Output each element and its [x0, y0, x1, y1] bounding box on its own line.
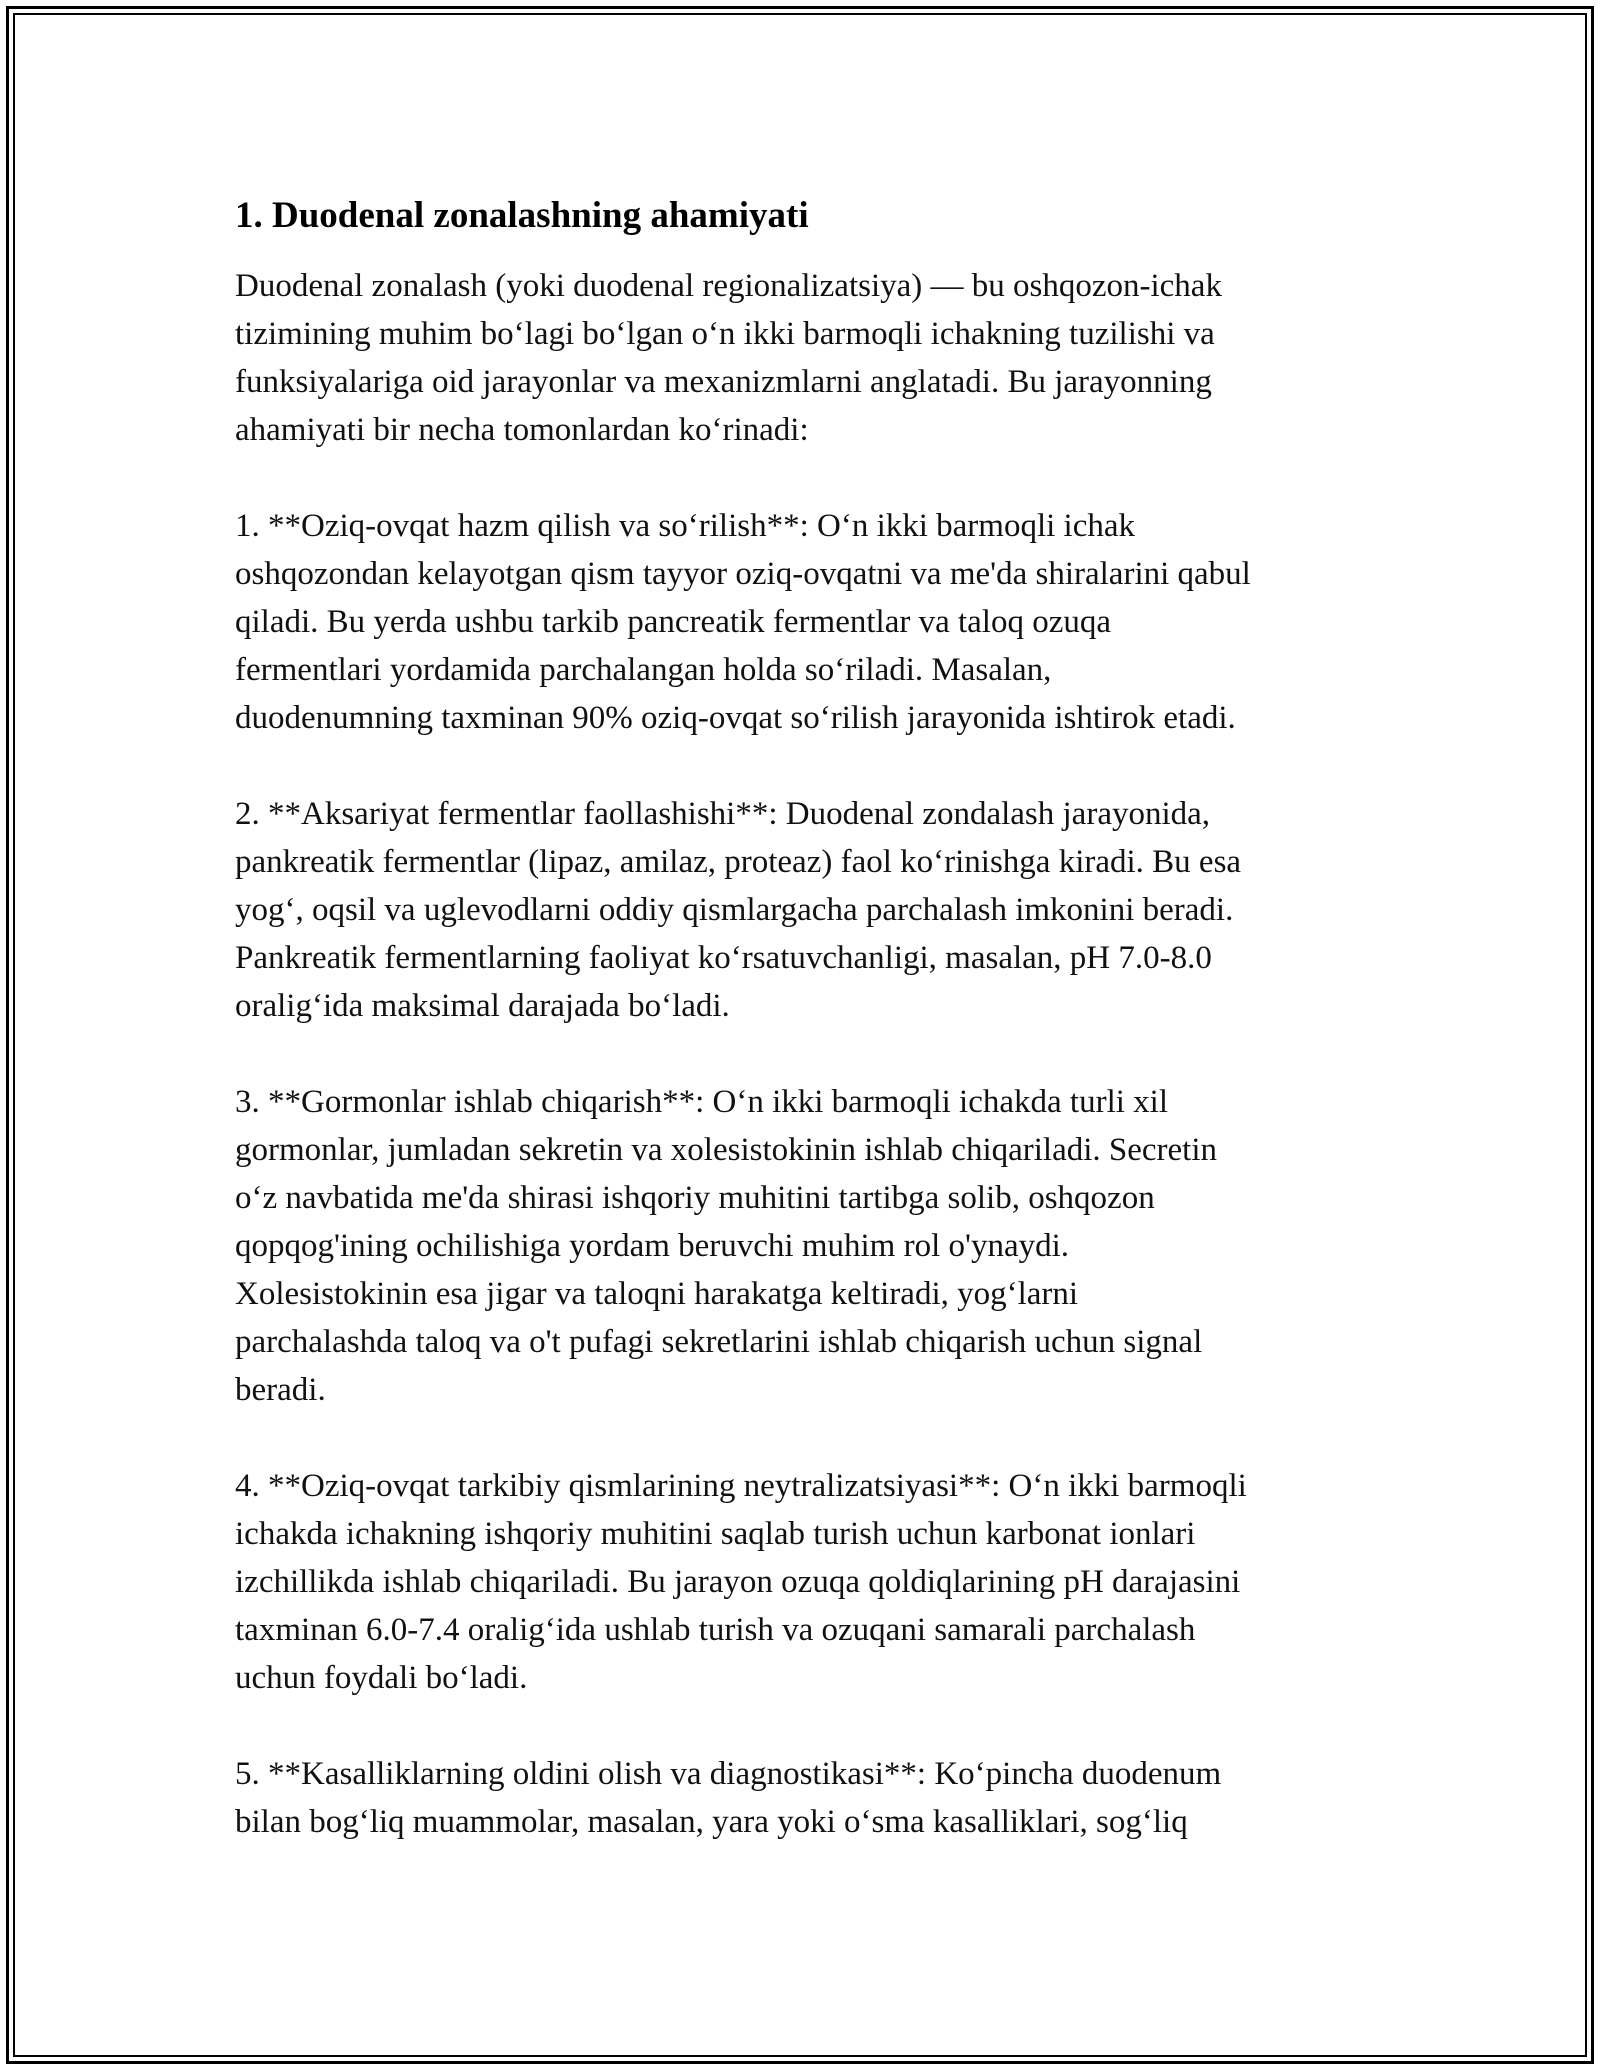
- intro-paragraph: Duodenal zonalash (yoki duodenal regionalizatsiya) — bu oshqozon-ichak tizimining muhim bo‘lagi bo‘lgan o‘n ikki barmoqli ichakning tuzilishi va funksiyalariga oid jarayonlar va mexanizmlarni anglatadi. Bu jarayonning ahamiyati bir necha tomonlardan ko‘rinadi:: [235, 268, 1222, 448]
- list-item-1-paragraph: 1. **Oziq-ovqat hazm qilish va so‘rilish**: O‘n ikki barmoqli ichak oshqozondan kelayotgan qism tayyor oziq-ovqatni va me'da shiralarini qabul qiladi. Bu yerda ushbu tarkib pancreatik fermentlar va taloq ozuqa fermentlari yordamida parchalangan holda so‘riladi. Masalan, duodenumning taxminan 90% oziq-ovqat so‘rilish jarayonida ishtirok etadi.: [235, 508, 1251, 736]
- document-body: [235, 180, 1375, 1894]
- list-item-4-paragraph: 4. **Oziq-ovqat tarkibiy qismlarining neytralizatsiyasi**: O‘n ikki barmoqli ichakda ichakning ishqoriy muhitini saqlab turish uchun karbonat ionlari izchillikda ishlab chiqariladi. Bu jarayon ozuqa qoldiqlarining pH darajasini taxminan 6.0-7.4 oralig‘ida ushlab turish va ozuqani samarali parchalash uchun foydali bo‘ladi.: [235, 1468, 1247, 1696]
- section-heading: 1. Duodenal zonalashning ahamiyati: [235, 195, 809, 236]
- list-item-2-paragraph: 2. **Aksariyat fermentlar faollashishi**: Duodenal zondalash jarayonida, pankreatik fermentlar (lipaz, amilaz, proteaz) faol ko‘rinishga kiradi. Bu esa yog‘, oqsil va uglevodlarni oddiy qismlargacha parchalash imkonini beradi. Pankreatik fermentlarning faoliyat ko‘rsatuvchanligi, masalan, pH 7.0-8.0 oralig‘ida maksimal darajada bo‘ladi.: [235, 796, 1242, 1024]
- list-item-3-paragraph: 3. **Gormonlar ishlab chiqarish**: O‘n ikki barmoqli ichakda turli xil gormonlar, jumladan sekretin va xolesistokinin ishlab chiqariladi. Secretin o‘z navbatida me'da shirasi ishqoriy muhitini tartibga solib, oshqozon qopqog'ining ochilishiga yordam beruvchi muhim rol o'ynaydi. Xolesistokinin esa jigar va taloqni harakatga keltiradi, yog‘larni parchalashda taloq va o't pufagi sekretlarini ishlab chiqarish uchun signal beradi.: [235, 1084, 1218, 1408]
- list-item-5-paragraph: 5. **Kasalliklarning oldini olish va diagnostikasi**: Ko‘pincha duodenum bilan bog‘liq muammolar, masalan, yara yoki o‘sma kasalliklari, sog‘liq: [235, 1756, 1222, 1840]
